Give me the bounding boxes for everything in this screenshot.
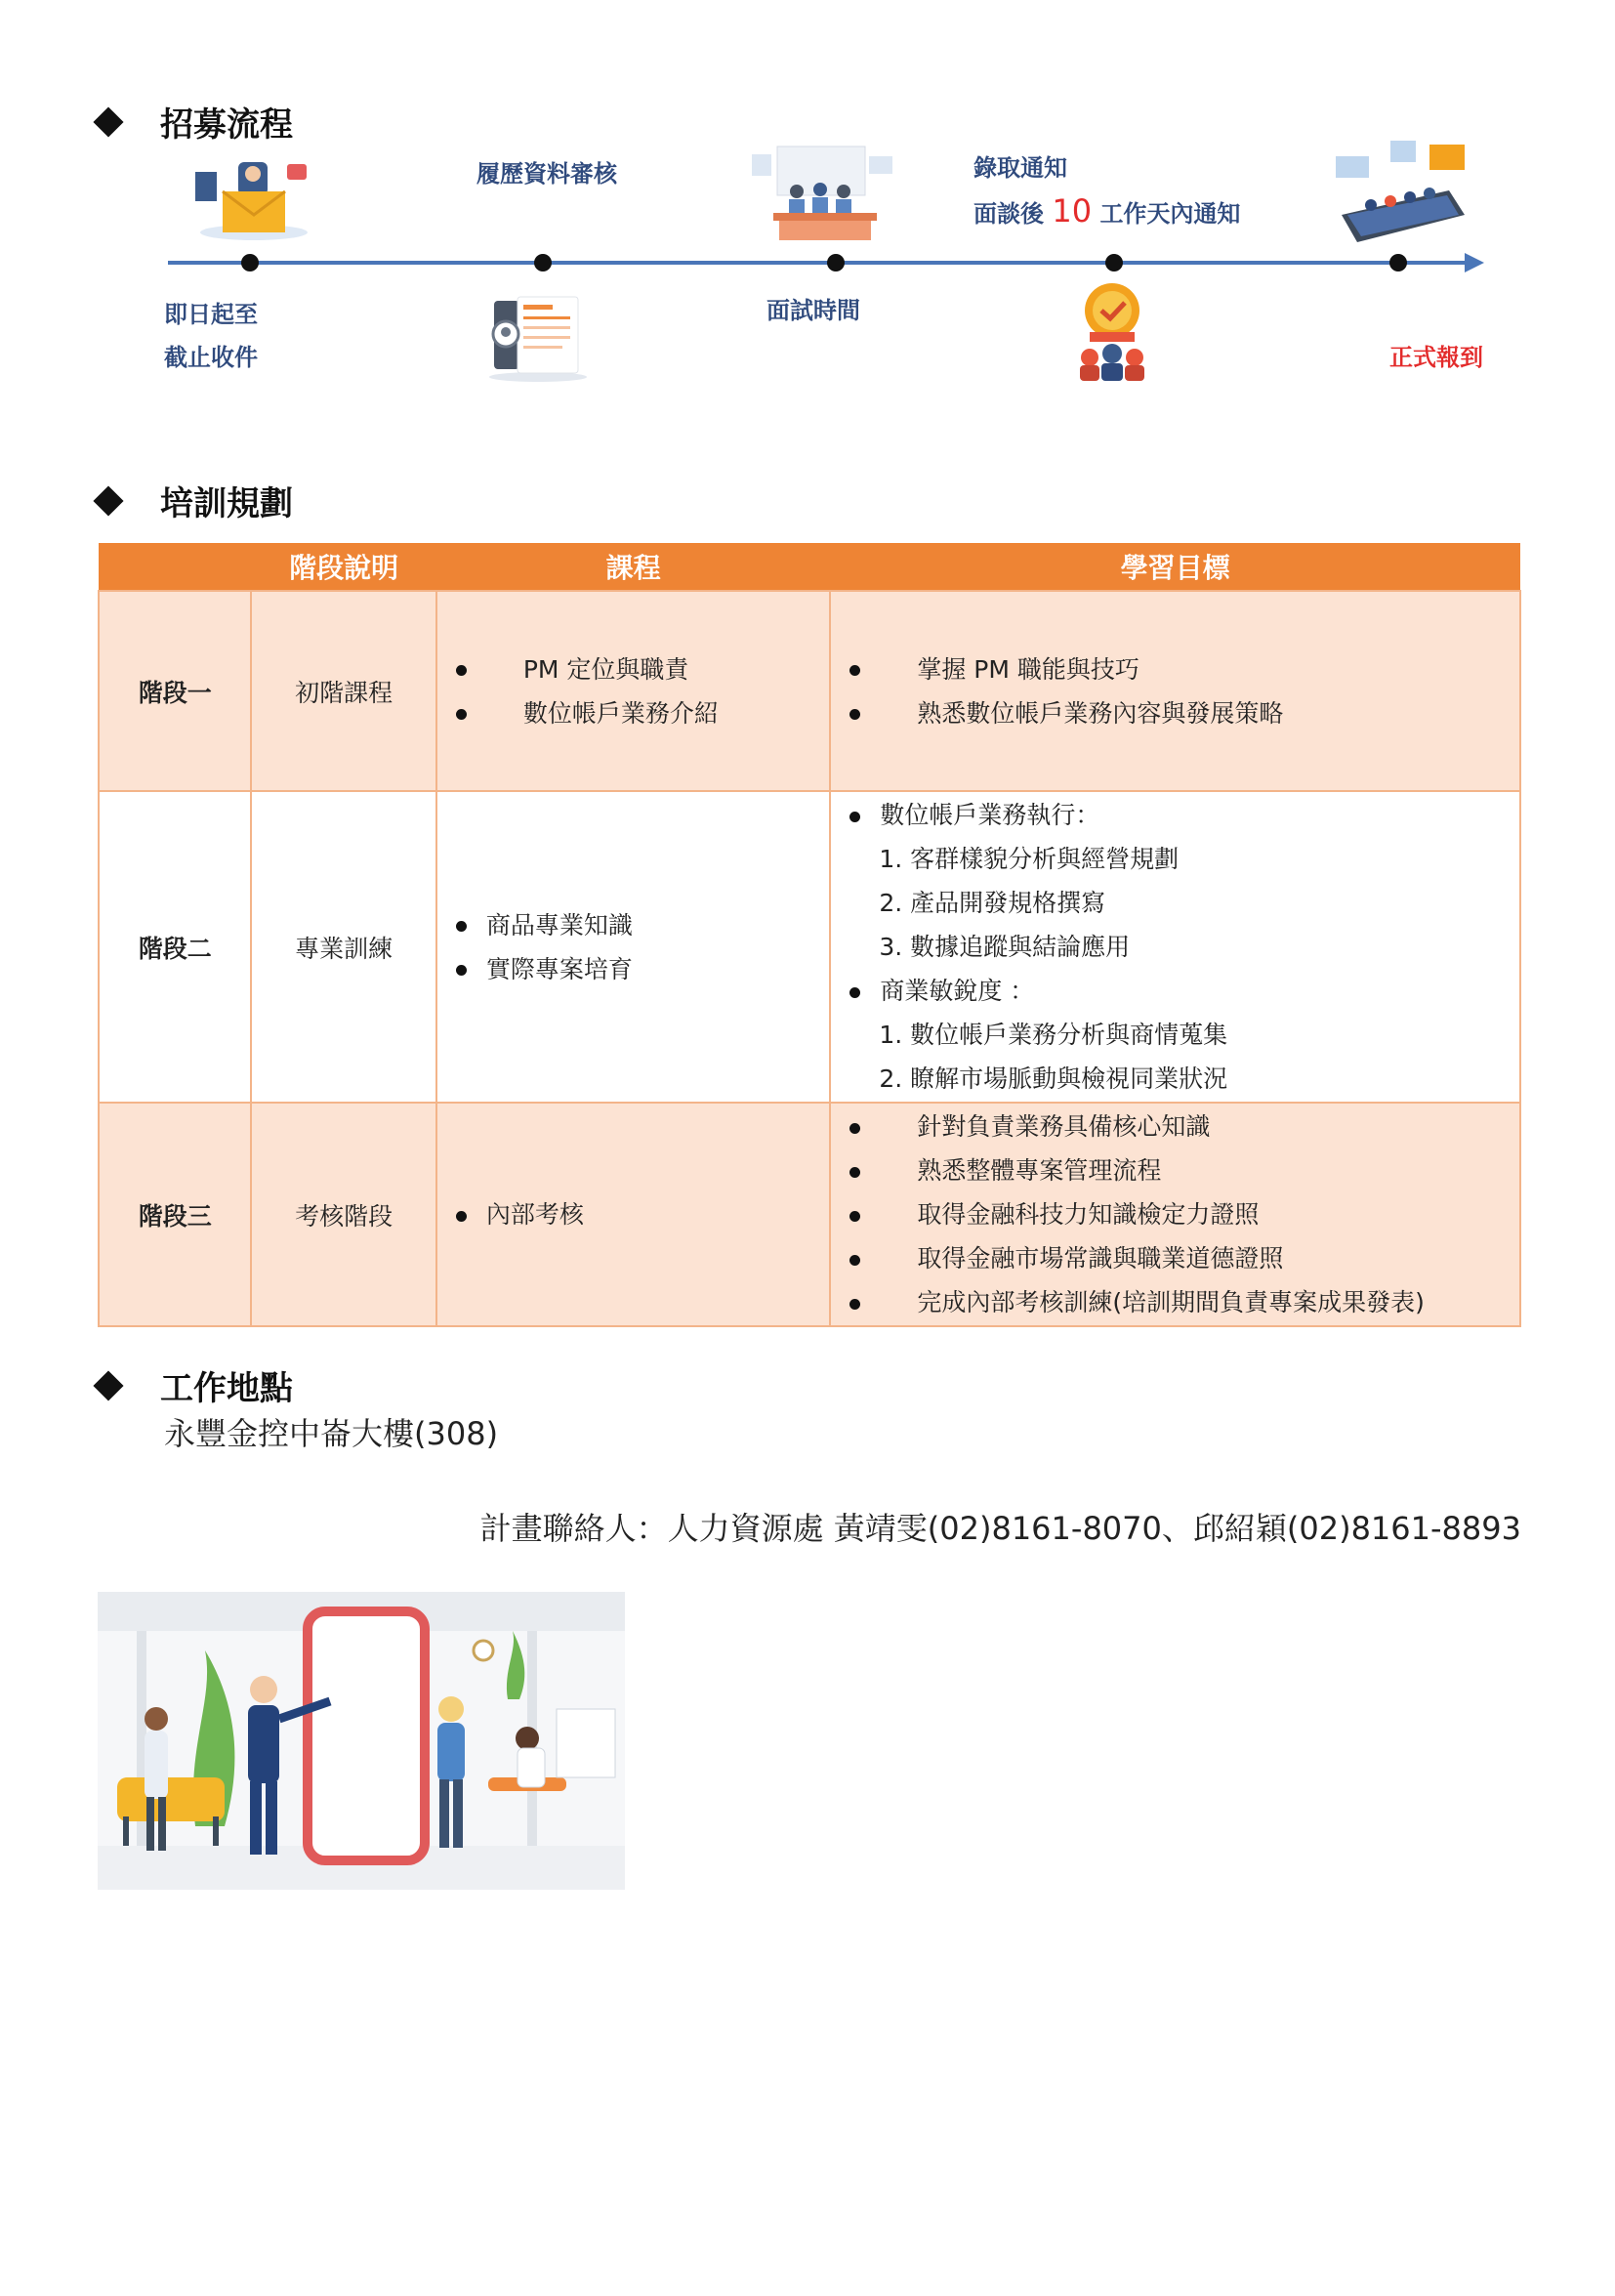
mail-application-illustration bbox=[186, 154, 312, 242]
bullet-icon bbox=[849, 1123, 860, 1134]
workplace-heading bbox=[98, 1361, 293, 1409]
bullet-icon bbox=[849, 987, 860, 998]
list-item: 取得金融市場常識與職業道德證照 bbox=[832, 1236, 1518, 1280]
offer-prefix: 面談後 bbox=[973, 200, 1044, 228]
courses-cell bbox=[436, 591, 831, 791]
diamond-bullet-icon bbox=[93, 106, 123, 137]
table-header-row bbox=[99, 543, 1520, 591]
bullet-icon bbox=[849, 665, 860, 676]
timeline-dot bbox=[534, 254, 552, 271]
workplace-title: 工作地點 bbox=[160, 1369, 293, 1408]
list-item: 取得金融科技力知識檢定力證照 bbox=[832, 1192, 1518, 1236]
list-item: 數位帳戶業務執行： bbox=[832, 793, 1518, 837]
stage-cell: 階段一 bbox=[99, 591, 251, 791]
timeline-arrow-icon bbox=[1465, 253, 1484, 272]
list-item: 2. 產品開發規格撰寫 bbox=[879, 889, 1106, 917]
bullet-icon bbox=[849, 709, 860, 720]
list-item: 實際專案培育 bbox=[438, 947, 829, 991]
bullet-icon bbox=[849, 1167, 860, 1178]
award-medal-illustration bbox=[1074, 281, 1150, 383]
courses-cell bbox=[436, 791, 831, 1103]
stage-cell: 階段三 bbox=[99, 1103, 251, 1326]
diamond-bullet-icon bbox=[93, 485, 123, 516]
diamond-bullet-icon bbox=[93, 1370, 123, 1400]
list-item: 1. 客群樣貌分析與經營規劃 bbox=[879, 845, 1180, 873]
timeline-dot bbox=[1389, 254, 1407, 271]
step-offer-line1: 錄取通知 bbox=[973, 154, 1067, 182]
recruitment-heading bbox=[98, 98, 293, 146]
goals-cell bbox=[830, 591, 1520, 791]
phase-cell: 初階課程 bbox=[251, 591, 435, 791]
list-item: 1. 數位帳戶業務分析與商情蒐集 bbox=[879, 1021, 1228, 1049]
training-plan-table bbox=[98, 543, 1521, 1327]
office-team-illustration bbox=[98, 1592, 625, 1890]
timeline-line bbox=[168, 261, 1467, 265]
table-header-cell: 課程 bbox=[436, 543, 831, 591]
offer-suffix: 工作天內通知 bbox=[1099, 200, 1241, 228]
step-offer-line2 bbox=[973, 189, 1240, 235]
table-header-cell: 階段說明 bbox=[251, 543, 435, 591]
offer-days-number: 10 bbox=[1052, 192, 1093, 230]
list-item: 3. 數據追蹤與結論應用 bbox=[879, 933, 1131, 961]
timeline-dot bbox=[1105, 254, 1123, 271]
step-apply-line2: 截止收件 bbox=[164, 344, 258, 371]
step-offer-label bbox=[973, 146, 1240, 235]
list-item: 內部考核 bbox=[438, 1192, 829, 1236]
bullet-icon bbox=[849, 812, 860, 822]
training-heading bbox=[98, 477, 293, 524]
list-item: 2. 瞭解市場脈動與檢視同業狀況 bbox=[879, 1065, 1228, 1093]
step-apply-line1: 即日起至 bbox=[164, 301, 258, 328]
bullet-icon bbox=[849, 1255, 860, 1266]
step-apply-label bbox=[164, 293, 258, 379]
list-item: 商品專業知識 bbox=[438, 903, 829, 947]
bullet-icon bbox=[456, 1211, 467, 1222]
training-title: 培訓規劃 bbox=[160, 484, 293, 523]
table-header-cell: 學習目標 bbox=[830, 543, 1520, 591]
table-row bbox=[99, 1103, 1520, 1326]
phase-cell: 考核階段 bbox=[251, 1103, 435, 1326]
bullet-icon bbox=[849, 1211, 860, 1222]
resume-review-illustration bbox=[484, 295, 592, 383]
list-item: 掌握 PM 職能與技巧 bbox=[832, 647, 1518, 691]
step-onboard-label: 正式報到 bbox=[1389, 344, 1483, 371]
onboarding-team-illustration bbox=[1332, 137, 1469, 254]
list-item: 商業敏銳度 ： bbox=[832, 969, 1518, 1013]
list-item: 熟悉整體專案管理流程 bbox=[832, 1148, 1518, 1192]
bullet-icon bbox=[456, 709, 467, 720]
list-item: PM 定位與職責 bbox=[438, 647, 829, 691]
courses-cell bbox=[436, 1103, 831, 1326]
step-review-label: 履歷資料審核 bbox=[476, 160, 617, 188]
goals-cell bbox=[830, 791, 1520, 1103]
goals-cell bbox=[830, 1103, 1520, 1326]
table-row bbox=[99, 791, 1520, 1103]
bullet-icon bbox=[456, 921, 467, 932]
stage-cell: 階段二 bbox=[99, 791, 251, 1103]
table-row bbox=[99, 591, 1520, 791]
phase-cell: 專業訓練 bbox=[251, 791, 435, 1103]
table-header-cell bbox=[99, 543, 251, 591]
contact-info: 計畫聯絡人：人力資源處 黃靖雯(02)8161-8070、邱紹穎(02)8161-8893 bbox=[479, 1510, 1521, 1547]
list-item: 熟悉數位帳戶業務內容與發展策略 bbox=[832, 691, 1518, 735]
step-interview-label: 面試時間 bbox=[766, 297, 860, 324]
interview-meeting-illustration bbox=[750, 145, 896, 242]
workplace-location: 永豐金控中崙大樓(308) bbox=[164, 1415, 499, 1452]
bullet-icon bbox=[456, 965, 467, 976]
list-item: 針對負責業務具備核心知識 bbox=[832, 1105, 1518, 1148]
bullet-icon bbox=[456, 665, 467, 676]
recruitment-title: 招募流程 bbox=[160, 105, 293, 145]
timeline-dot bbox=[241, 254, 259, 271]
bullet-icon bbox=[849, 1299, 860, 1310]
list-item: 完成內部考核訓練(培訓期間負責專案成果發表) bbox=[832, 1280, 1518, 1324]
list-item: 數位帳戶業務介紹 bbox=[438, 691, 829, 735]
timeline-dot bbox=[827, 254, 845, 271]
